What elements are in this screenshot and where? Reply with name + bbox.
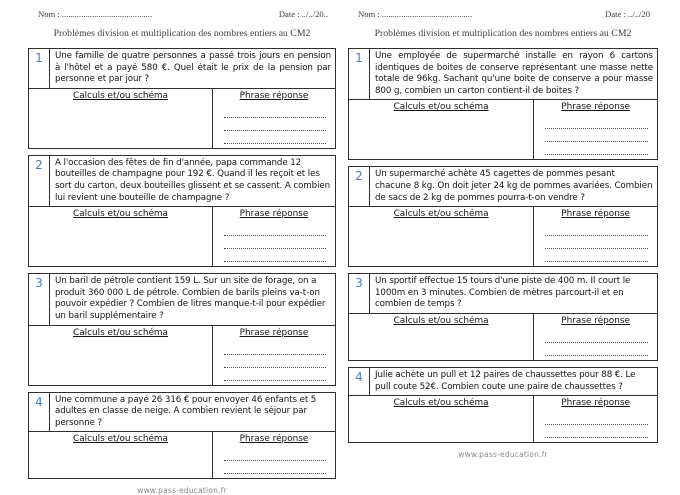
calc-area <box>29 326 212 385</box>
work-area <box>29 207 335 266</box>
problem-statement-row <box>349 49 657 100</box>
answer-header: Phrase réponse <box>239 434 309 445</box>
problem-number: 3 <box>29 274 50 324</box>
date-field-label: Date : ../../20 <box>605 9 650 19</box>
problem-statement: Une famille de quatre personnes a passé trois jours en pension à l'hôtel et a payé 580 €. Quel était le prix de la pension par personne et par jour ? <box>55 51 331 85</box>
problem-statement: Un sportif effectue 15 tours d'une piste de 400 m. Il court le 1000m en 3 minutes. Combien de mètres parcourt-il et en combien de temps ? <box>375 276 631 310</box>
problem-number: 1 <box>29 49 50 88</box>
answer-line <box>224 236 326 249</box>
answer-line <box>224 118 326 131</box>
answer-line <box>545 412 648 425</box>
answer-line <box>224 249 326 262</box>
answer-line <box>224 461 326 474</box>
answer-area <box>212 89 335 148</box>
problem-statement-row <box>349 167 657 207</box>
problem-number: 2 <box>349 167 370 206</box>
calc-area <box>29 207 212 266</box>
calc-header: Calculs et/ou schéma <box>73 434 168 445</box>
work-area <box>349 396 657 442</box>
page-header <box>348 5 658 19</box>
problem-statement: Un baril de pétrole contient 159 L. Sur un site de forage, on a produit 360 000 L de pétrole. Combien de barils pleins va-t-on pouvoir expédier ? Combien de litres manque-t-il pour expédier un baril supplémentaire ? <box>55 276 326 321</box>
answer-header: Phrase réponse <box>561 209 630 220</box>
calc-header: Calculs et/ou schéma <box>73 327 168 338</box>
problem-statement-row <box>29 393 335 433</box>
problem-statement-row <box>349 368 657 396</box>
answer-lines <box>213 340 335 385</box>
worksheet-title: Problèmes division et multiplication des nombres entiers au CM2 <box>53 28 311 39</box>
problem-number: 1 <box>349 49 370 99</box>
calc-header: Calculs et/ou schéma <box>393 315 489 326</box>
page-header <box>28 5 336 19</box>
name-field-label: Nom : .......................................... <box>358 9 473 19</box>
answer-line <box>545 330 648 343</box>
problem-statement-row <box>349 274 657 314</box>
answer-area <box>212 326 335 385</box>
answer-line <box>545 343 648 356</box>
answer-line <box>224 342 326 355</box>
problem-statement-row <box>29 49 335 89</box>
problem-block <box>28 392 336 480</box>
problem-number: 4 <box>349 368 370 395</box>
problem-block <box>28 273 336 385</box>
work-area <box>29 89 335 148</box>
calc-header: Calculs et/ou schéma <box>393 398 489 409</box>
worksheet-title: Problèmes division et multiplication des nombres entiers au CM2 <box>374 28 632 39</box>
answer-lines <box>213 221 335 266</box>
problem-statement: A l'occasion des fêtes de fin d'année, papa commande 12 bouteilles de champagne pour 192 €. Quand il les reçoit et les sort du carton, deux bouteilles glissent et se cassent. A combien lui revient une bouteille de champagne ? <box>55 157 331 203</box>
calc-header: Calculs et/ou schéma <box>73 209 168 220</box>
answer-line <box>224 223 326 236</box>
problem-statement-row <box>29 274 335 325</box>
calc-header: Calculs et/ou schéma <box>393 102 489 113</box>
answer-header: Phrase réponse <box>561 102 630 113</box>
answer-line <box>224 368 326 381</box>
answer-line <box>545 425 648 438</box>
work-area <box>349 100 657 159</box>
answer-lines <box>534 328 657 360</box>
answer-area <box>212 207 335 266</box>
answer-area <box>533 100 657 159</box>
problem-block <box>348 273 658 361</box>
worksheet-page <box>340 0 680 480</box>
answer-line <box>224 355 326 368</box>
problem-statement-row <box>29 156 335 207</box>
answer-area <box>533 396 657 442</box>
footer-url: www.pass-education.fr <box>458 450 548 460</box>
answer-header: Phrase réponse <box>239 209 309 220</box>
answer-header: Phrase réponse <box>239 327 309 338</box>
problem-number: 3 <box>349 274 370 313</box>
answer-line <box>545 236 648 249</box>
answer-lines <box>534 221 657 266</box>
footer-url: www.pass-education.fr <box>137 486 227 495</box>
answer-lines <box>534 410 657 442</box>
problem-number: 4 <box>29 393 50 432</box>
calc-area <box>349 396 533 442</box>
calc-area <box>349 207 533 266</box>
calc-area <box>349 100 533 159</box>
work-area <box>29 432 335 478</box>
answer-area <box>212 432 335 478</box>
answer-header: Phrase réponse <box>561 398 630 409</box>
answer-area <box>533 314 657 360</box>
answer-lines <box>213 103 335 148</box>
problem-block <box>348 166 658 267</box>
answer-area <box>533 207 657 266</box>
answer-lines <box>213 446 335 478</box>
calc-header: Calculs et/ou schéma <box>393 209 489 220</box>
answer-line <box>545 249 648 262</box>
answer-lines <box>534 114 657 159</box>
calc-area <box>349 314 533 360</box>
calc-area <box>29 432 212 478</box>
answer-header: Phrase réponse <box>239 90 309 101</box>
name-field-label: Nom : .......................................... <box>38 9 153 19</box>
answer-line <box>545 142 648 155</box>
date-field-label: Date : ../../20.. <box>278 9 328 19</box>
problem-block <box>28 155 336 267</box>
problems-list <box>28 48 336 479</box>
work-area <box>29 326 335 385</box>
answer-line <box>545 116 648 129</box>
answer-line <box>545 129 648 142</box>
problem-statement: Une employée de supermarché installe en rayon 6 cartons identiques de boites de conserve représentant une masse nette totale de 96kg. Sachant qu'une boite de conserve a pour masse 800 g, combien un carton contient-il de boites ? <box>375 51 653 96</box>
problem-statement: Julie achète un pull et 12 paires de chaussettes pour 88 €. Le pull coute 52€. Combien coute une paire de chaussettes ? <box>375 369 636 392</box>
problem-statement: Une commune a payé 26 316 € pour envoyer 46 enfants et 5 adultes en classe de neige. A combien revient le séjour par personne ? <box>55 394 317 428</box>
calc-header: Calculs et/ou schéma <box>73 90 168 101</box>
problem-block <box>28 48 336 149</box>
answer-line <box>224 131 326 144</box>
problem-block <box>348 367 658 443</box>
work-area <box>349 207 657 266</box>
answer-line <box>224 448 326 461</box>
calc-area <box>29 89 212 148</box>
problems-list <box>348 48 658 443</box>
answer-header: Phrase réponse <box>561 315 630 326</box>
problem-block <box>348 48 658 160</box>
answer-line <box>545 223 648 236</box>
problem-statement: Un supermarché achète 45 cagettes de pommes pesant chacune 8 kg. On doit jeter 24 kg de pommes avariées. Combien de sacs de 2 kg de pommes pourra-t-on vendre ? <box>375 169 653 203</box>
work-area <box>349 314 657 360</box>
problem-number: 2 <box>29 156 50 206</box>
answer-line <box>224 105 326 118</box>
